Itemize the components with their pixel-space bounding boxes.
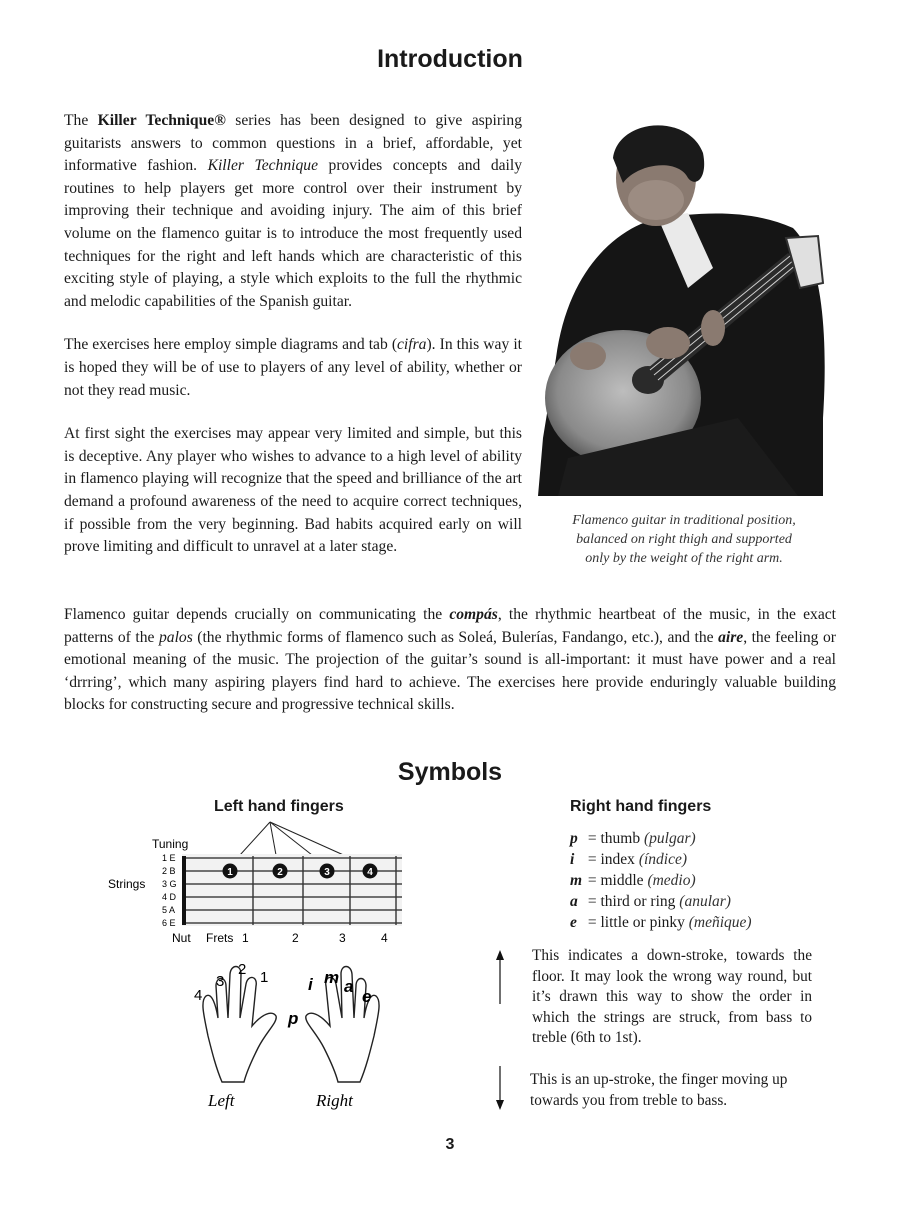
photo-caption: Flamenco guitar in traditional position, balanced on right thigh and supported only by the weight of the right arm. xyxy=(572,513,796,566)
right-finger-letter: a xyxy=(344,977,354,996)
right-hand-row: p = thumb (pulgar) xyxy=(570,830,696,847)
intro-paragraph-2 xyxy=(64,334,522,402)
left-finger-number: 4 xyxy=(194,987,203,1004)
left-hand-heading: Left hand fingers xyxy=(214,798,344,815)
frets-label: Frets xyxy=(206,931,234,945)
nut-label: Nut xyxy=(172,931,191,945)
right-hand-list xyxy=(570,828,810,933)
fretboard-diagram xyxy=(100,818,420,946)
text-segment: palos xyxy=(158,628,193,646)
right-finger-letter: i xyxy=(308,975,313,994)
intro-text xyxy=(64,110,522,580)
text-segment: (the rhythmic forms of flamenco such as Soleá, Bulerías, Fandango, etc.), and the xyxy=(192,628,719,646)
guitarist-photo xyxy=(538,118,828,496)
right-hand-row: a = third or ring (anular) xyxy=(570,893,731,910)
text-segment: The exercises here employ simple diagrams and tab ( xyxy=(64,336,398,354)
string-label: 5 A xyxy=(162,905,176,915)
left-finger-number: 2 xyxy=(238,961,247,978)
left-hand-label: Left xyxy=(208,1091,235,1110)
down-stroke-text: This indicates a down-stroke, towards the floor. It may look the wrong way round, but it’s drawn this way to show the order in which the strings are struck, from bass to treble (6th to 1st). xyxy=(532,947,812,1046)
left-finger-number: 1 xyxy=(260,969,269,986)
text-segment: At first sight the exercises may appear very limited and simple, but this is deceptive. Any player who wishes to advance to a high level of ability in flamenco playing will recognize that the speed and brilliance of the art demand a profound awareness of the need to acquire correct techniques, if possible from the very beginning. Bad habits acquired early on will prove limiting and difficult to unravel at a later stage. xyxy=(64,425,522,556)
text-segment: The xyxy=(64,112,98,129)
text-segment: Flamenco guitar depends crucially on communicating the xyxy=(64,606,450,623)
right-hand-row: e = little or pinky (meñique) xyxy=(570,914,752,931)
page-title: Introduction xyxy=(377,45,523,73)
page-number: 3 xyxy=(445,1136,455,1153)
text-segment: provides concepts and daily routines to help players get more control over their instrument by improving their technique and avoiding injury. The aim of this brief volume on the flamenco guitar is to introduce the most frequently used techniques for the right and left hands which are characteristic of this exciting style of playing, a style which exploits to the full the rhythmic and melodic capabilities of the Spanish guitar. xyxy=(64,157,523,310)
text-segment: Killer Technique® xyxy=(97,112,226,129)
text-segment: cifra xyxy=(397,336,427,354)
text-segment: aire xyxy=(718,628,744,646)
hands-diagram xyxy=(186,956,396,1114)
fret-number: 1 xyxy=(242,931,249,945)
fret-number: 2 xyxy=(292,931,299,945)
left-finger-number: 3 xyxy=(216,973,225,990)
fret-number: 4 xyxy=(381,931,388,945)
finger-number: 1 xyxy=(227,867,233,878)
right-hand-outline xyxy=(306,967,379,1083)
tuning-label: Tuning xyxy=(152,837,189,851)
string-label: 4 D xyxy=(162,892,177,902)
full-width-paragraph xyxy=(64,604,836,717)
right-finger-letter: p xyxy=(288,1009,299,1028)
text-segment: , the rhythmic heartbeat of the music, in the exact patterns of the xyxy=(64,606,836,646)
finger-number: 2 xyxy=(277,867,283,878)
finger-number: 3 xyxy=(324,867,330,878)
text-segment: , the feeling or emotional meaning of the music. The projection of the guitar’s sound is all-important: it must have power and a real ‘drrring’, which many aspiring players find hard to achieve. The exercises here provide enduringly valuable building blocks for constructing secure and progressive technical skills. xyxy=(64,628,836,714)
string-label: 3 G xyxy=(162,879,177,889)
text-segment: ). In this way it is hoped they will be of use to players of any level of ability, whether or not they read music. xyxy=(64,336,522,399)
right-hand-row: i = index (índice) xyxy=(570,851,688,868)
right-hand-label: Right xyxy=(316,1091,353,1110)
finger-number: 4 xyxy=(367,867,373,878)
right-finger-letter: e xyxy=(362,987,372,1006)
string-label: 6 E xyxy=(162,918,176,928)
string-label: 2 B xyxy=(162,866,176,876)
string-label: 1 E xyxy=(162,853,176,863)
text-segment: compás xyxy=(449,606,498,623)
symbols-title: Symbols xyxy=(397,758,503,786)
down-stroke-arrow-icon xyxy=(490,948,510,1008)
text-segment: Killer Technique xyxy=(207,157,319,175)
up-stroke-arrow-icon xyxy=(490,1064,510,1114)
right-hand-row: m = middle (medio) xyxy=(570,872,696,889)
strings-label: Strings xyxy=(108,877,146,891)
right-hand-heading: Right hand fingers xyxy=(570,798,712,815)
fret-number: 3 xyxy=(339,931,346,945)
intro-paragraph-1 xyxy=(64,110,522,313)
text-segment: series has been designed to give aspiring guitarists answers to common questions in a brief, affordable, yet informative fashion. xyxy=(64,112,522,175)
up-stroke-text: This is an up-stroke, the finger moving up towards you from treble to bass. xyxy=(530,1071,788,1109)
intro-paragraph-3 xyxy=(64,423,522,559)
right-finger-letter: m xyxy=(324,968,340,987)
